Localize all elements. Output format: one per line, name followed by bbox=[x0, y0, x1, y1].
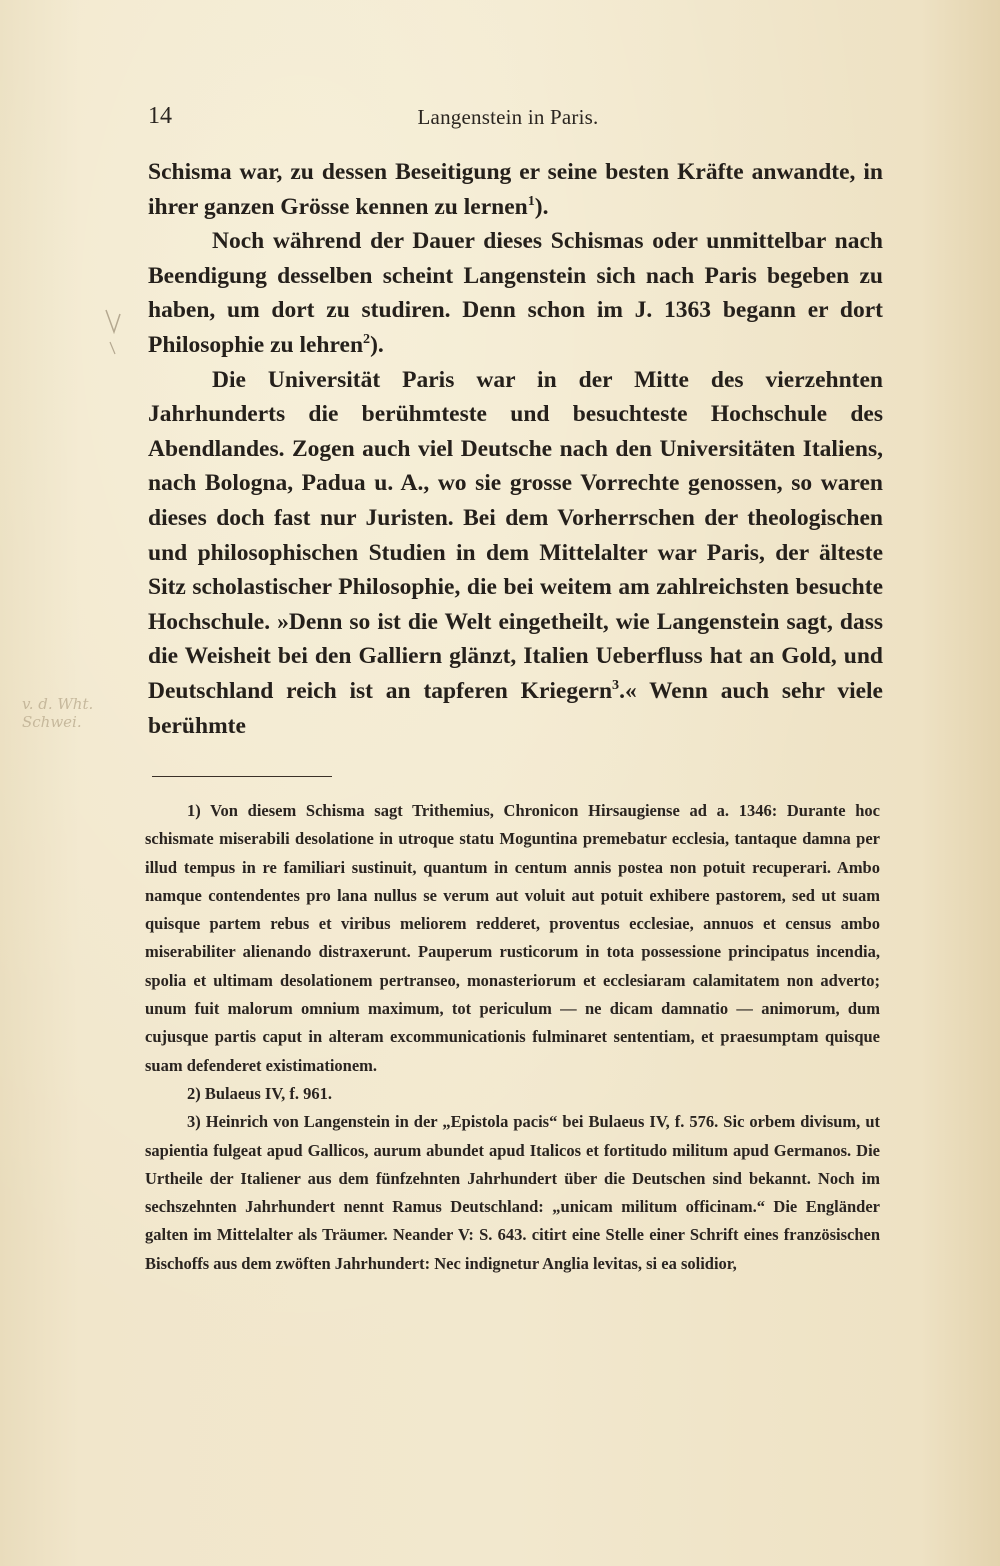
footnote-ref-1: 1 bbox=[527, 192, 535, 209]
footnote-ref-3: 3 bbox=[612, 677, 620, 694]
paragraph-text-end: .« Wenn auch sehr viele berühmte bbox=[148, 677, 883, 739]
ref-close: ). bbox=[370, 331, 384, 358]
handwritten-margin-note: v. d. Wht. Schwei. bbox=[22, 695, 94, 731]
footnote-ref-2: 2 bbox=[363, 331, 371, 348]
paragraph bbox=[148, 224, 883, 362]
page-header bbox=[148, 103, 868, 137]
paragraph-text: Die Universität Paris war in der Mitte des vierzehnten Jahrhunderts die berühmteste und besuchteste Hochschule des Abendlandes. Zogen auch viel Deutsche nach den Universitäten Italiens, nach Bologna, Padua u. A., wo sie grosse Vorrechte genossen, so waren dieses doch fast nur Juristen. Bei dem Vorherrschen der theologischen und philosophischen Studien in dem Mittelalter war Paris, der älteste Sitz scholastischer Philosophie, die bei weitem am zahlreichsten besuchte Hochschule. »Denn so ist die Welt eingetheilt, wie Langenstein sagt, dass die Weisheit bei den Galliern glänzt, Italien Ueberfluss hat an Gold, und Deutschland reich ist an tapferen Kriegern bbox=[148, 366, 883, 704]
margin-pencil-mark bbox=[104, 308, 124, 356]
footnote-divider bbox=[152, 776, 332, 777]
paragraph-text: Schisma war, zu dessen Beseitigung er seine besten Kräfte anwandte, in ihrer ganzen Grösse kennen zu lernen bbox=[148, 159, 883, 220]
footnote-2: 2) Bulaeus IV, f. 961. bbox=[187, 1083, 333, 1103]
paragraph-continued bbox=[148, 155, 883, 224]
running-title: Langenstein in Paris. bbox=[417, 105, 599, 129]
footnote-1: 1) Von diesem Schisma sagt Trithemius, Chronicon Hirsaugiense ad a. 1346: Durante hoc schismate miserabili desolatione in utroque statu Moguntina premebatur ecclesia, tantaque damna per illud tempus in re familiari sustinuit, quantum in centum annis postea non potuit recuperari. Ambo namque contendentes pro lana nullus se verum aut voluit aut potuit exhibere pastorem, sed ut suam quisque partem rebus et viribus meliorem redderet, proventus ecclesiae, annuos et census ambo miserabiliter alienando distraxerunt. Pauperum rusticorum in tota possessione principatus incendia, spolia et ultimam desolationem pertranseo, monasteriorum et ecclesiaram calamitatem non adverto; unum fuit malorum omnium maximum, tot periculum — ne dicam damnatio — animorum, dum cujusque partis caput in alteram excommunicationis fulminaret sententiam, et praesumptam quisque suam defenderet existimationem. bbox=[145, 801, 880, 1075]
footnotes bbox=[145, 797, 880, 1278]
paragraph bbox=[148, 363, 883, 744]
paragraph-text: Noch während der Dauer dieses Schismas oder unmittelbar nach Beendigung desselben scheint Langenstein sich nach Paris begeben zu haben, um dort zu studiren. Denn schon im J. 1363 begann er dort Philosophie zu lehren bbox=[148, 228, 883, 358]
page-number: 14 bbox=[148, 103, 172, 129]
ref-close: ). bbox=[534, 193, 549, 220]
main-text bbox=[148, 155, 883, 743]
footnote-3: 3) Heinrich von Langenstein in der „Epistola pacis“ bei Bulaeus IV, f. 576. Sic orbem divisum, ut sapientia fulgeat apud Gallicos, aurum abundet apud Italicos et fortitudo militum apud Germanos. Die Urtheile der Italiener aus dem fünfzehnten Jahrhundert über die Deutschen sind bekannt. Noch im sechszehnten Jahrhundert nennt Ramus Deutschland: „unicam militum officinam.“ Die Engländer galten im Mittelalter als Träumer. Neander V: S. 643. citirt eine Stelle einer Schrift eines französischen Bischoffs aus dem zwöften Jahrhundert: Nec indignetur Anglia levitas, si ea solidior, bbox=[145, 1112, 880, 1273]
